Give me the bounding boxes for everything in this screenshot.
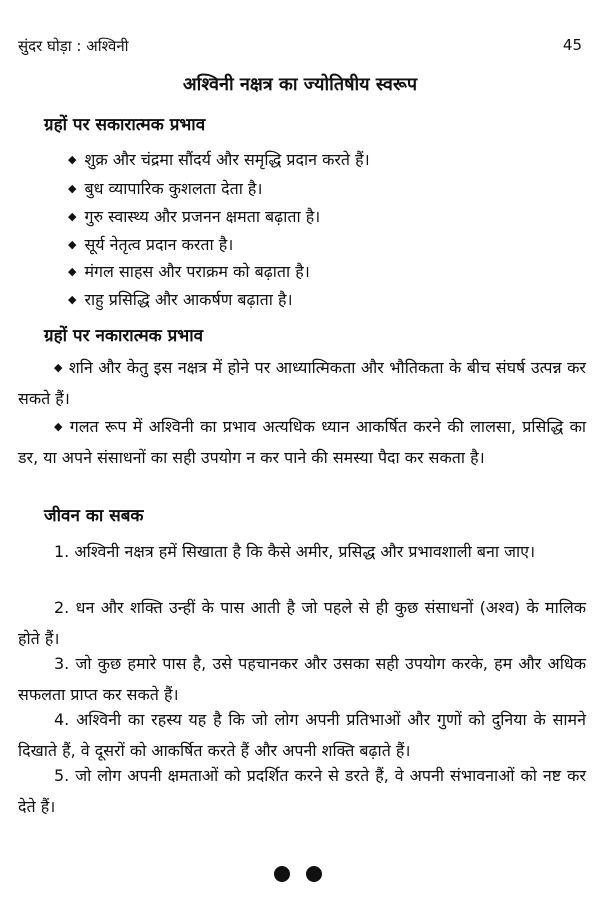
diamond-bullet-icon: ◆ bbox=[68, 238, 77, 251]
running-title: सुंदर घोड़ा : अश्विनी bbox=[18, 37, 129, 55]
paragraph: ◆ गलत रूप में अश्विनी का प्रभाव अत्यधिक ध्यान आकर्षित करने की लालसा, प्रसिद्धि का डर, या अपने संसाधनों का सही उपयोग न कर पाने की समस्या पैदा कर सकता है। bbox=[18, 417, 586, 467]
numbered-paragraph: 2. धन और शक्ति उन्हीं के पास आती है जो पहले से ही कुछ संसाधनों (अश्व) के मालिक होते हैं। bbox=[18, 598, 586, 648]
bullet-item: ◆ बुध व्यापारिक कुशलता देता है। bbox=[68, 179, 263, 198]
diamond-bullet-icon: ◆ bbox=[68, 293, 77, 306]
diamond-bullet-icon: ◆ bbox=[54, 420, 64, 433]
numbered-paragraph: 5. जो लोग अपनी क्षमताओं को प्रदर्शित करने से डरते हैं, वे अपनी संभावनाओं को नष्ट कर देते हैं। bbox=[18, 766, 586, 816]
page-title: अश्विनी नक्षत्र का ज्योतिषीय स्वरूप bbox=[182, 74, 418, 95]
diamond-bullet-icon: ◆ bbox=[68, 210, 77, 223]
ornament-dot bbox=[306, 866, 322, 882]
section-heading-life-lesson: जीवन का सबक bbox=[44, 506, 144, 526]
numbered-paragraph: 1. अश्विनी नक्षत्र हमें सिखाता है कि कैसे अमीर, प्रसिद्ध और प्रभावशाली बना जाए। bbox=[54, 542, 536, 561]
numbered-paragraph: 4. अश्विनी का रहस्य यह है कि जो लोग अपनी प्रतिभाओं और गुणों को दुनिया के सामने दिखाते हैं, वे दूसरों को आकर्षित करते हैं और अपनी शक्ति बढ़ाते हैं। bbox=[18, 710, 586, 760]
bullet-item: ◆ गुरु स्वास्थ्य और प्रजनन क्षमता बढ़ाता है। bbox=[68, 207, 321, 226]
diamond-bullet-icon: ◆ bbox=[54, 361, 63, 374]
ornament-dot bbox=[274, 866, 290, 882]
diamond-bullet-icon: ◆ bbox=[68, 265, 77, 278]
bullet-item: ◆ सूर्य नेतृत्व प्रदान करता है। bbox=[68, 235, 234, 254]
section-heading-negative: ग्रहों पर नकारात्मक प्रभाव bbox=[44, 326, 204, 346]
bullet-item: ◆ शुक्र और चंद्रमा सौंदर्य और समृद्धि प्रदान करते हैं। bbox=[68, 150, 370, 169]
bullet-item: ◆ राहु प्रसिद्धि और आकर्षण बढ़ाता है। bbox=[68, 290, 293, 309]
paragraph: ◆ शनि और केतु इस नक्षत्र में होने पर आध्यात्मिकता और भौतिकता के बीच संघर्ष उत्पन्न कर सकते हैं। bbox=[18, 358, 586, 408]
bullet-item: ◆ मंगल साहस और पराक्रम को बढ़ाता है। bbox=[68, 262, 310, 281]
double-dot-ornament-icon bbox=[274, 866, 322, 882]
section-heading-positive: ग्रहों पर सकारात्मक प्रभाव bbox=[44, 115, 206, 135]
numbered-paragraph: 3. जो कुछ हमारे पास है, उसे पहचानकर और उसका सही उपयोग करके, हम और अधिक सफलता प्राप्त कर सकते हैं। bbox=[18, 654, 586, 704]
running-head bbox=[18, 36, 582, 56]
page-number: 45 bbox=[562, 36, 582, 54]
diamond-bullet-icon: ◆ bbox=[68, 153, 77, 166]
diamond-bullet-icon: ◆ bbox=[68, 182, 77, 195]
